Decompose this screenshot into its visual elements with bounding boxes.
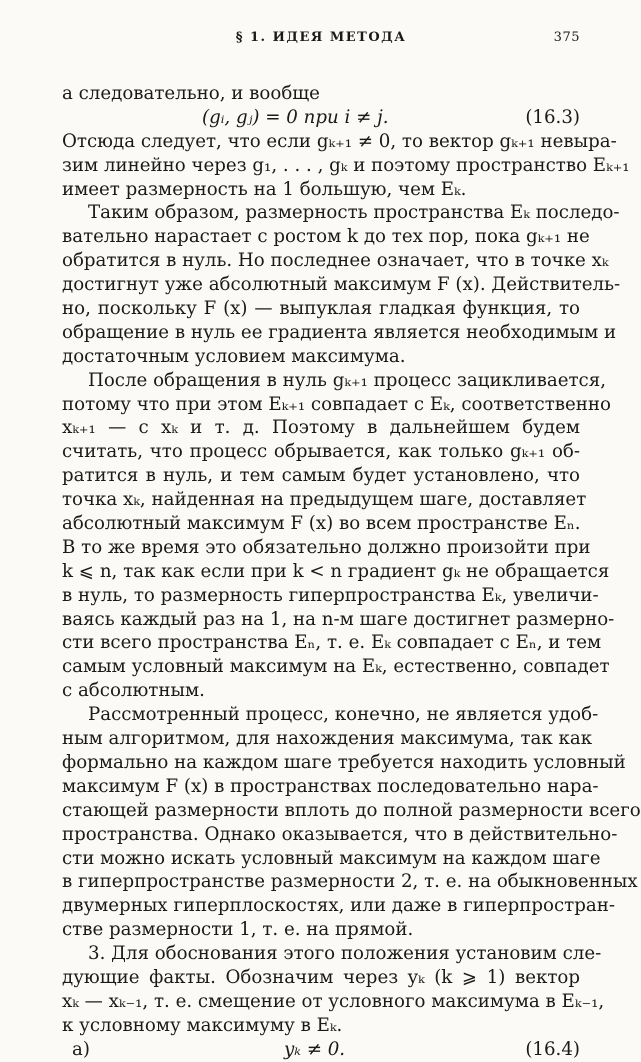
equation-number: (16.3) <box>525 106 580 128</box>
text-line: в гиперпространстве размерности 2, т. е. на обыкновенных <box>62 871 638 893</box>
equation-number: (16.4) <box>525 1038 580 1060</box>
body-text <box>62 82 641 1062</box>
text-line: обращение в нуль ее градиента является необходимым и <box>62 321 617 343</box>
equation-formula: yₖ ≠ 0. <box>284 1038 346 1060</box>
text-line: вательно нарастает с ростом k до тех пор, пока gₖ₊₁ не <box>62 226 590 248</box>
text-line: потому что при этом Eₖ₊₁ совпадает с Eₖ, соответственно <box>62 393 611 415</box>
text-line: стве размерности 1, т. е. на прямой. <box>62 919 414 941</box>
text-line: ваясь каждый раз на 1, на n-м шаге достигнет размерно- <box>62 608 615 630</box>
text-line: абсолютный максимум F (x) во всем пространстве Eₙ. <box>62 513 581 535</box>
text-line: самым условный максимум на Eₖ, естественно, совпадет <box>62 656 610 678</box>
text-line: с абсолютным. <box>62 680 205 702</box>
text-line: стающей размерности вплоть до полной размерности всего <box>62 799 641 821</box>
text-line: точка xₖ, найденная на предыдущем шаге, доставляет <box>62 489 587 511</box>
text-line: После обращения в нуль gₖ₊₁ процесс зацикливается, <box>88 369 606 391</box>
text-line: а следовательно, и вообще <box>62 83 320 104</box>
text-line: максимум F (x) в пространствах последовательно нара- <box>62 775 599 797</box>
text-line: Таким образом, размерность пространства Eₖ последо- <box>88 202 620 224</box>
text-line: ратится в нуль, и тем самым будет установлено, что <box>62 465 580 487</box>
equation-16-4 <box>62 1038 580 1062</box>
text-line: В то же время это обязательно должно произойти при <box>62 536 591 558</box>
text-line: ным алгоритмом, для нахождения максимума, так как <box>62 728 593 750</box>
text-line: к условному максимуму в Eₖ. <box>62 1014 343 1036</box>
text-line: xₖ — xₖ₋₁, т. е. смещение от условного максимума в Eₖ₋₁, <box>62 990 605 1012</box>
text-line: формально на каждом шаге требуется находить условный <box>62 751 626 773</box>
equation-16-3 <box>62 106 580 130</box>
page-number: 375 <box>553 30 580 45</box>
running-header <box>62 26 580 60</box>
equation-formula: (gᵢ, gⱼ) = 0 при i ≠ j. <box>202 106 389 128</box>
text-line: достигнут уже абсолютный максимум F (x). Действитель- <box>62 274 621 296</box>
text-line: имеет размерность на 1 большую, чем Eₖ. <box>62 178 467 200</box>
text-line: k ⩽ n, так как если при k < n градиент gₖ не обращается <box>62 560 610 582</box>
text-line: в нуль, то размерность гиперпространства Eₖ, увеличи- <box>62 584 599 606</box>
text-line: пространства. Однако оказывается, что в действительно- <box>62 823 618 845</box>
text-line: двумерных гиперплоскостях, или даже в гиперпростран- <box>62 895 615 917</box>
text-line: сти можно искать условный максимум на каждом шаге <box>62 847 601 869</box>
text-line: Рассмотренный процесс, конечно, не является удоб- <box>88 704 599 726</box>
text-line: дующие факты. Обозначим через yₖ (k ⩾ 1) вектор <box>62 966 580 988</box>
list-marker: а) <box>72 1038 90 1060</box>
text-line: Отсюда следует, что если gₖ₊₁ ≠ 0, то вектор gₖ₊₁ невыра- <box>62 130 617 152</box>
text-line: достаточным условием максимума. <box>62 345 406 367</box>
text-line: xₖ₊₁ — с xₖ и т. д. Поэтому в дальнейшем будем <box>62 417 580 439</box>
section-title: § 1. ИДЕЯ МЕТОДА <box>235 30 407 45</box>
text-line: но, поскольку F (x) — выпуклая гладкая функция, то <box>62 298 580 320</box>
text-line: обратится в нуль. Но последнее означает, что в точке xₖ <box>62 250 609 272</box>
text-line: считать, что процесс обрывается, как только gₖ₊₁ об- <box>62 441 580 463</box>
text-line: зим линейно через g₁, . . . , gₖ и поэтому пространство Eₖ₊₁ <box>62 154 630 176</box>
text-line: сти всего пространства Eₙ, т. е. Eₖ совпадает с Eₙ, и тем <box>62 632 602 654</box>
text-line: 3. Для обоснования этого положения установим сле- <box>88 943 602 965</box>
